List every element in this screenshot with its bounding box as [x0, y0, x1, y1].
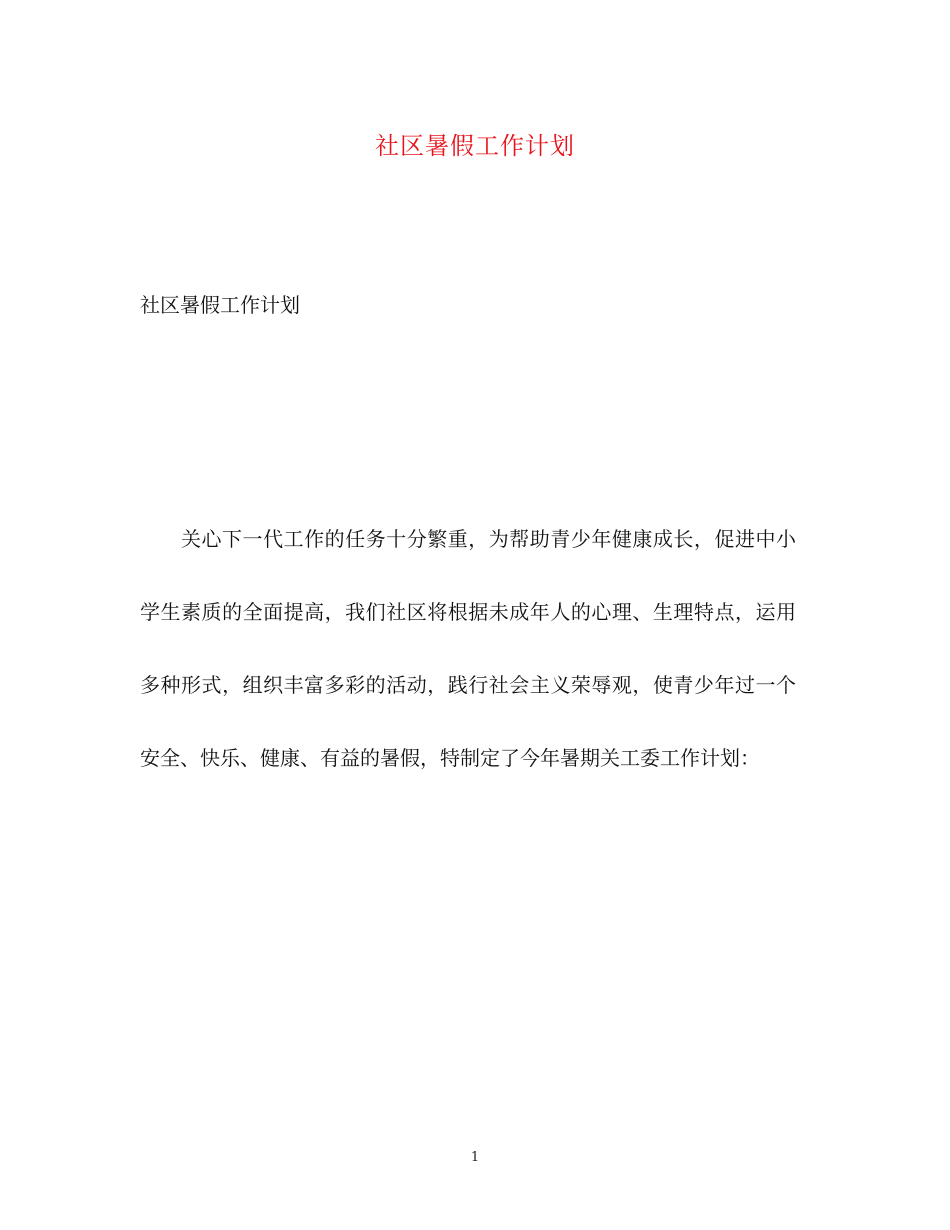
page-number: 1: [470, 1150, 480, 1165]
document-title: 社区暑假工作计划: [375, 132, 575, 160]
body-paragraph: 关心下一代工作的任务十分繁重，为帮助青少年健康成长，促进中小学生素质的全面提高，我们社区将根据未成年人的心理、生理特点，运用多种形式，组织丰富多彩的活动，践行社会主义荣辱观，使青少年过一个安全、快乐、健康、有益的暑假，特制定了今年暑期关工委工作计划：: [140, 527, 796, 770]
document-subtitle: 社区暑假工作计划: [140, 293, 300, 317]
